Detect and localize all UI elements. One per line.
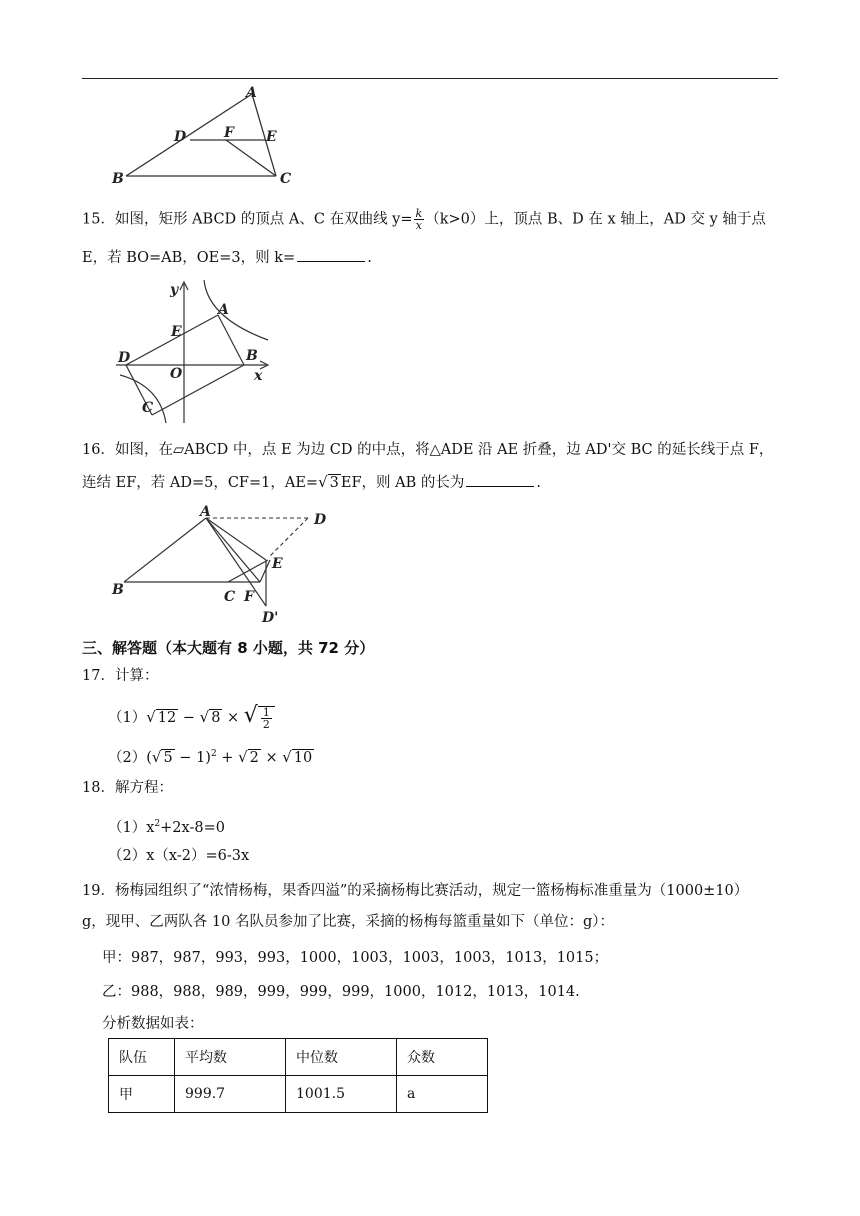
q15-text-before: 如图，矩形 ABCD 的顶点 A、C 在双曲线 y= bbox=[114, 211, 413, 228]
q17-p1-radicand-2: 8 bbox=[211, 710, 221, 726]
q18-p1-exponent: 2 bbox=[154, 819, 161, 829]
table-row bbox=[109, 1076, 488, 1113]
q17-title-text: 计算： bbox=[114, 668, 159, 684]
q16-radicand: 3 bbox=[329, 475, 339, 491]
q17-p1-times: × bbox=[222, 710, 244, 726]
q15-line-2 bbox=[82, 247, 782, 268]
q17-p1-label: （1） bbox=[108, 710, 147, 726]
fig15-label-d: D bbox=[118, 350, 131, 366]
fig16-label-b: B bbox=[112, 582, 124, 598]
q16-line-2 bbox=[82, 472, 782, 493]
q17-p1-frac-den: 2 bbox=[262, 717, 270, 731]
q16-text-before: 连结 EF，若 AD=5，CF=1，AE= bbox=[82, 475, 319, 491]
fig16-label-e: E bbox=[272, 556, 283, 572]
q17-p2-radicand-1: 5 bbox=[163, 749, 173, 766]
fig15-label-a: A bbox=[218, 302, 229, 318]
table-header-cell: 中位数 bbox=[286, 1039, 397, 1076]
q16-answer-blank[interactable] bbox=[466, 472, 534, 487]
q15-frac-den: x bbox=[415, 219, 422, 232]
table-header-cell: 众数 bbox=[397, 1039, 488, 1076]
q17-p2-label: （2） bbox=[108, 749, 147, 766]
fig15-label-o: O bbox=[170, 366, 183, 382]
section-3-heading: 三、解答题（本大题有 8 小题，共 72 分） bbox=[82, 639, 375, 657]
q15-line-1 bbox=[82, 208, 782, 231]
q17-part-2 bbox=[108, 744, 808, 768]
q19-analysis-table bbox=[108, 1038, 488, 1113]
q17-title bbox=[82, 666, 782, 686]
fig14-label-c: C bbox=[280, 171, 292, 184]
q18-p1-after: +2x-8=0 bbox=[160, 819, 225, 836]
q17-p1-radical-3: √ bbox=[243, 703, 258, 728]
q17-p1-minus: − bbox=[178, 710, 200, 726]
table-header-row bbox=[109, 1039, 488, 1076]
q16-end: . bbox=[536, 475, 541, 491]
q15-fraction bbox=[414, 208, 425, 231]
fig14-label-e: E bbox=[266, 129, 277, 145]
q15-text-after: （k>0）上，顶点 B、D 在 x 轴上，AD 交 y 轴于点 bbox=[425, 211, 766, 228]
q17-p1-radicand-3 bbox=[258, 706, 275, 730]
q16-text-line1: 如图，在▱ABCD 中，点 E 为边 CD 的中点，将△ADE 沿 AE 折叠，边 AD'交 BC 的延长线于点 F， bbox=[114, 442, 774, 458]
fig14-label-a: A bbox=[246, 85, 257, 101]
q18-part-2: （2）x（x-2）=6-3x bbox=[108, 848, 250, 864]
q16-number: 16． bbox=[82, 442, 115, 458]
q15-text-line2: E，若 BO=AB，OE=3，则 k= bbox=[82, 250, 296, 266]
q19-analysis-label: 分析数据如表： bbox=[102, 1016, 204, 1032]
q15-number: 15． bbox=[82, 211, 115, 228]
q19-yi-data: 乙：988，988，989，999，999，999，1000，1012，1013，1014. bbox=[102, 984, 580, 1000]
q17-p2-radical-2: √ bbox=[238, 747, 248, 766]
q16-radical-sign: √ bbox=[318, 473, 328, 491]
q17-p2-radical-3: √ bbox=[282, 747, 292, 766]
q17-p1-radical-2: √ bbox=[199, 708, 210, 726]
figure-15 bbox=[108, 278, 288, 426]
table-header-cell: 队伍 bbox=[109, 1039, 175, 1076]
q17-p2-close: − 1) bbox=[174, 749, 211, 766]
q17-p2-times: × bbox=[260, 749, 283, 766]
q18-p1-before: （1）x bbox=[108, 819, 155, 836]
q19-line-1 bbox=[82, 881, 782, 901]
q18-number: 18． bbox=[82, 780, 115, 796]
table-cell: 999.7 bbox=[175, 1076, 286, 1113]
q17-p1-radicand-1: 12 bbox=[157, 710, 177, 726]
fig16-label-f: F bbox=[244, 589, 254, 605]
fig16-label-d: D bbox=[314, 512, 327, 528]
header-rule bbox=[82, 78, 778, 79]
q15-answer-blank[interactable] bbox=[297, 247, 365, 262]
q17-p2-radicand-2: 2 bbox=[249, 749, 259, 766]
q16-line-1 bbox=[82, 440, 782, 460]
q17-part-1 bbox=[108, 704, 808, 730]
fig16-label-a: A bbox=[200, 504, 211, 520]
q15-end: . bbox=[367, 250, 372, 266]
fig15-label-x: x bbox=[254, 368, 263, 384]
fig15-label-e: E bbox=[171, 324, 182, 340]
fig16-label-d-prime: D' bbox=[262, 610, 279, 626]
q17-p1-radical-1: √ bbox=[146, 708, 156, 726]
q17-number: 17． bbox=[82, 668, 115, 684]
q17-p2-plus: + bbox=[216, 749, 239, 766]
fig15-label-b: B bbox=[246, 348, 258, 364]
q17-p2-open: ( bbox=[146, 749, 152, 766]
q19-jia-data: 甲：987，987，993，993，1000，1003，1003，1003，1013，1015； bbox=[102, 950, 609, 966]
q18-title bbox=[82, 778, 782, 798]
fig14-label-b: B bbox=[112, 171, 124, 184]
fig16-label-c: C bbox=[224, 589, 236, 605]
q18-part-1 bbox=[108, 814, 808, 838]
q18-title-text: 解方程： bbox=[114, 780, 173, 796]
q15-frac-num: k bbox=[415, 207, 423, 220]
q17-p1-frac-num: 1 bbox=[262, 705, 270, 719]
q17-p2-radicand-3: 10 bbox=[293, 749, 313, 766]
fig14-label-f: F bbox=[224, 125, 234, 141]
q19-number: 19． bbox=[82, 883, 115, 899]
figure-14 bbox=[108, 84, 308, 184]
q16-text-after: EF，则 AB 的长为 bbox=[340, 475, 465, 491]
q17-p2-exponent: 2 bbox=[210, 749, 217, 759]
q19-line-2: g，现甲、乙两队各 10 名队员参加了比赛，采摘的杨梅每篮重量如下（单位：g）： bbox=[82, 914, 614, 930]
fig15-label-y: y bbox=[170, 282, 179, 298]
table-cell: a bbox=[397, 1076, 488, 1113]
table-cell: 甲 bbox=[109, 1076, 175, 1113]
table-header-cell: 平均数 bbox=[175, 1039, 286, 1076]
q19-text-line1: 杨梅园组织了“浓情杨梅，果香四溢”的采摘杨梅比赛活动，规定一篮杨梅标准重量为（1000±10） bbox=[114, 883, 749, 899]
q17-p2-radical-1: √ bbox=[151, 747, 162, 766]
table-cell: 1001.5 bbox=[286, 1076, 397, 1113]
fig15-label-c: C bbox=[142, 400, 154, 416]
figure-16 bbox=[108, 502, 348, 628]
fig14-label-d: D bbox=[174, 129, 187, 145]
q17-p1-fraction bbox=[261, 707, 272, 730]
